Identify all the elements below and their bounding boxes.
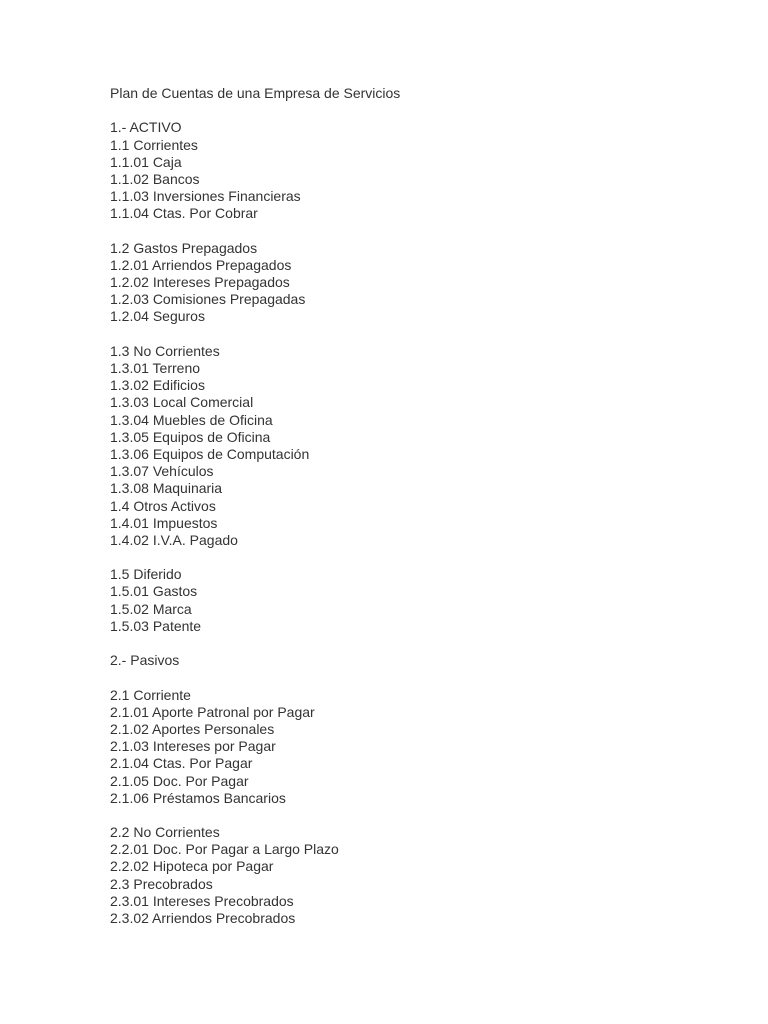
account-line: 1.5.03 Patente xyxy=(110,617,202,634)
account-section xyxy=(110,240,730,326)
blank-line xyxy=(110,549,730,566)
account-sections xyxy=(110,102,730,927)
account-line: 1.1.02 Bancos xyxy=(110,170,200,187)
account-line: 2.2.02 Hipoteca por Pagar xyxy=(110,858,274,875)
blank-line xyxy=(110,223,730,240)
account-line: 2.3 Precobrados xyxy=(110,875,213,892)
account-line: 1.4 Otros Activos xyxy=(110,497,216,514)
blank-line xyxy=(110,635,730,652)
account-line: 1.3.03 Local Comercial xyxy=(110,394,254,411)
account-section xyxy=(110,652,730,669)
blank-line xyxy=(110,669,730,686)
account-section xyxy=(110,824,730,927)
account-line: 1.1 Corrientes xyxy=(110,136,198,153)
account-line: 1.2 Gastos Prepagados xyxy=(110,239,258,256)
account-line: 2.1.01 Aporte Patronal por Pagar xyxy=(110,703,315,720)
account-line: 1.2.02 Intereses Prepagados xyxy=(110,274,290,291)
account-line: 2.2.01 Doc. Por Pagar a Largo Plazo xyxy=(110,841,339,858)
blank-line xyxy=(110,326,730,343)
account-line: 1.3.08 Maquinaria xyxy=(110,480,223,497)
account-line: 2.3.01 Intereses Precobrados xyxy=(110,892,294,909)
account-line: 1.5.02 Marca xyxy=(110,600,192,617)
account-line: 1.3.06 Equipos de Computación xyxy=(110,445,310,462)
account-line: 1.- ACTIVO xyxy=(110,119,182,136)
account-line: 2.1.02 Aportes Personales xyxy=(110,720,275,737)
account-line: 1.3.02 Edificios xyxy=(110,377,205,394)
account-line: 1.5 Diferido xyxy=(110,566,182,583)
account-line: 2.2 No Corrientes xyxy=(110,824,220,841)
account-line: 1.2.04 Seguros xyxy=(110,308,205,325)
account-line: 1.3.04 Muebles de Oficina xyxy=(110,411,273,428)
account-line: 2.1.03 Intereses por Pagar xyxy=(110,738,276,755)
document-body xyxy=(110,85,730,927)
account-line: 1.2.03 Comisiones Prepagadas xyxy=(110,291,306,308)
account-section xyxy=(110,119,730,222)
account-line: 1.3.05 Equipos de Oficina xyxy=(110,428,271,445)
account-line: 1.4.01 Impuestos xyxy=(110,514,218,531)
account-line: 1.3.07 Vehículos xyxy=(110,463,214,480)
account-line: 1.1.04 Ctas. Por Cobrar xyxy=(110,205,258,222)
account-line: 1.3 No Corrientes xyxy=(110,342,220,359)
account-line: 1.5.01 Gastos xyxy=(110,583,198,600)
account-section xyxy=(110,687,730,807)
account-line: 2.1.06 Préstamos Bancarios xyxy=(110,789,286,806)
account-line: 1.1.03 Inversiones Financieras xyxy=(110,188,301,205)
account-line: 1.3.01 Terreno xyxy=(110,360,201,376)
account-line: 2.3.02 Arriendos Precobrados xyxy=(110,910,296,926)
account-line: 1.2.01 Arriendos Prepagados xyxy=(110,256,292,273)
account-line: 1.1.01 Caja xyxy=(110,153,182,170)
blank-line xyxy=(110,807,730,824)
account-line: 2.- Pasivos xyxy=(110,652,180,669)
document-title: Plan de Cuentas de una Empresa de Servicios xyxy=(110,85,401,101)
account-section xyxy=(110,566,730,635)
account-line: 2.1.04 Ctas. Por Pagar xyxy=(110,755,253,772)
account-line: 2.1 Corriente xyxy=(110,686,191,703)
blank-line xyxy=(110,102,730,119)
account-section xyxy=(110,343,730,549)
account-line: 2.1.05 Doc. Por Pagar xyxy=(110,772,249,789)
account-line: 1.4.02 I.V.A. Pagado xyxy=(110,531,238,548)
